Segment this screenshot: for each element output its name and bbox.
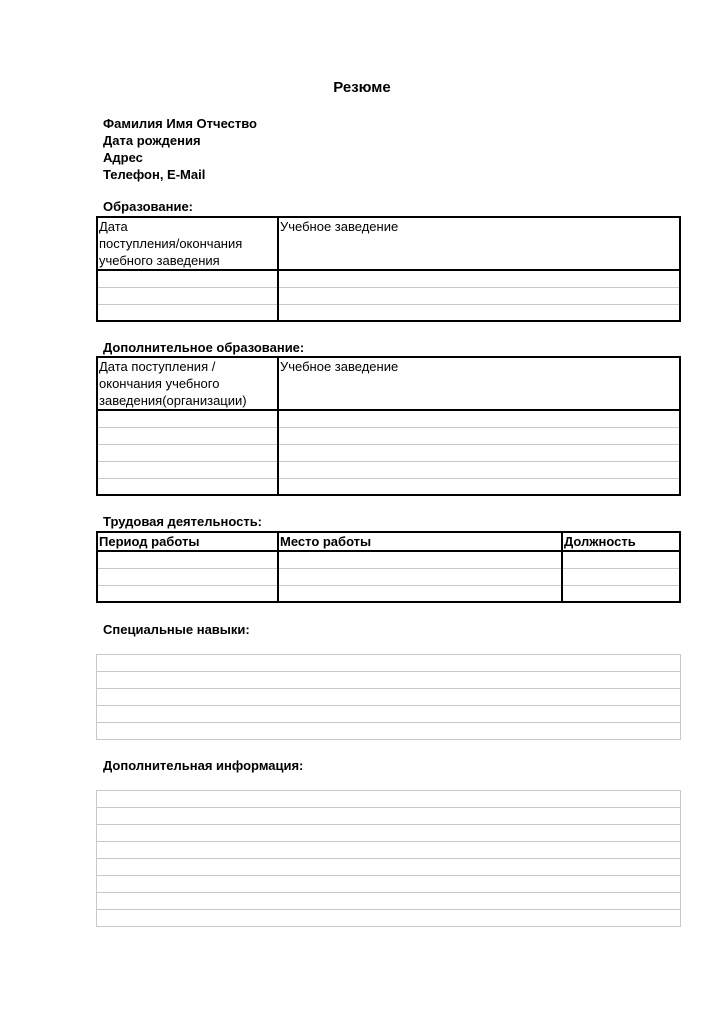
text-line[interactable] <box>97 706 681 723</box>
table-cell[interactable] <box>278 287 680 304</box>
table-cell[interactable] <box>278 270 680 287</box>
text-line[interactable] <box>97 893 681 910</box>
table-cell[interactable] <box>562 551 680 568</box>
table-cell[interactable] <box>278 551 562 568</box>
additional-education-school-header: Учебное заведение <box>278 357 680 410</box>
text-line[interactable] <box>97 791 681 808</box>
table-cell[interactable] <box>278 585 562 602</box>
table-cell[interactable] <box>278 427 680 444</box>
work-position-header: Должность <box>562 532 680 551</box>
table-cell[interactable] <box>278 461 680 478</box>
table-cell[interactable] <box>97 478 278 495</box>
personal-info <box>103 115 257 183</box>
education-heading: Образование: <box>103 199 194 214</box>
personal-contacts: Телефон, E-Mail <box>103 167 206 182</box>
additional-education-heading: Дополнительное образование: <box>103 340 305 355</box>
table-cell[interactable] <box>562 585 680 602</box>
table-cell[interactable] <box>278 478 680 495</box>
table-cell[interactable] <box>97 568 278 585</box>
table-cell[interactable] <box>97 585 278 602</box>
table-cell[interactable] <box>278 304 680 321</box>
work-heading: Трудовая деятельность: <box>103 514 263 529</box>
text-line[interactable] <box>97 723 681 740</box>
personal-name: Фамилия Имя Отчество <box>103 116 257 131</box>
text-line[interactable] <box>97 672 681 689</box>
skills-lines <box>96 654 681 740</box>
extra-info-heading: Дополнительная информация: <box>103 758 304 773</box>
table-cell[interactable] <box>562 568 680 585</box>
text-line[interactable] <box>97 859 681 876</box>
work-period-header: Период работы <box>97 532 278 551</box>
table-cell[interactable] <box>278 410 680 427</box>
table-cell[interactable] <box>278 444 680 461</box>
work-table <box>96 531 681 603</box>
table-cell[interactable] <box>97 410 278 427</box>
extra-info-lines <box>96 790 681 927</box>
personal-birthdate: Дата рождения <box>103 133 201 148</box>
table-cell[interactable] <box>97 427 278 444</box>
work-place-header: Место работы <box>278 532 562 551</box>
table-cell[interactable] <box>97 444 278 461</box>
table-cell[interactable] <box>97 287 278 304</box>
text-line[interactable] <box>97 808 681 825</box>
text-line[interactable] <box>97 876 681 893</box>
additional-education-table <box>96 356 681 496</box>
education-table <box>96 216 681 322</box>
education-date-header: Дата поступления/окончания учебного заведения <box>97 217 278 270</box>
text-line[interactable] <box>97 689 681 706</box>
table-cell[interactable] <box>97 270 278 287</box>
personal-address: Адрес <box>103 150 143 165</box>
table-cell[interactable] <box>278 568 562 585</box>
additional-education-date-header: Дата поступления / окончания учебного заведения(организации) <box>97 357 278 410</box>
text-line[interactable] <box>97 842 681 859</box>
skills-heading: Специальные навыки: <box>103 622 250 637</box>
education-school-header: Учебное заведение <box>278 217 680 270</box>
text-line[interactable] <box>97 910 681 927</box>
table-cell[interactable] <box>97 461 278 478</box>
text-line[interactable] <box>97 825 681 842</box>
page-title: Резюме <box>333 79 391 96</box>
text-line[interactable] <box>97 655 681 672</box>
table-cell[interactable] <box>97 551 278 568</box>
table-cell[interactable] <box>97 304 278 321</box>
